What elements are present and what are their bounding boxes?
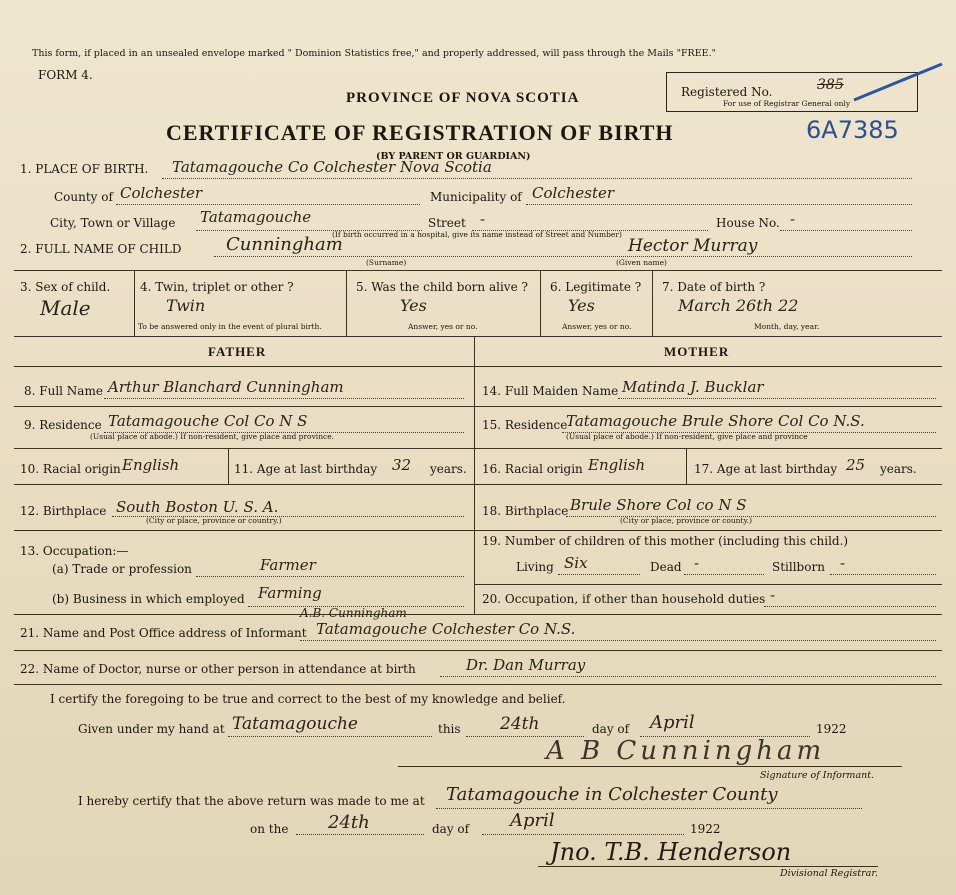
dead-value: -: [694, 554, 700, 572]
child-name-label: 2. FULL NAME OF CHILD: [20, 242, 182, 256]
county-label: County of: [54, 190, 113, 204]
mother-residence-note: (Usual place of abode.) If non-resident, give place and province: [566, 432, 808, 441]
business-label: (b) Business in which employed: [52, 592, 245, 606]
mother-age-label: 17. Age at last birthday: [694, 462, 838, 476]
informant-label: 21. Name and Post Office address of Informant: [20, 626, 307, 640]
street-value: -: [480, 210, 486, 228]
registrar-month-value: April: [510, 810, 555, 831]
house-value: -: [790, 210, 796, 228]
informant-name: A.B. Cunningham: [300, 606, 407, 620]
mother-birthplace-note: (City or place, province or county.): [620, 516, 753, 525]
city-label: City, Town or Village: [50, 216, 176, 230]
father-residence-note: (Usual place of abode.) If non-resident, give place and province.: [90, 432, 335, 441]
sex-value: Male: [40, 296, 91, 320]
mother-heading: MOTHER: [664, 344, 730, 359]
informant-value: Tatamagouche Colchester Co N.S.: [316, 620, 576, 638]
father-residence-label: 9. Residence: [24, 418, 102, 432]
mother-birthplace-label: 18. Birthplace: [482, 504, 569, 518]
place-of-birth-value: Tatamagouche Co Colchester Nova Scotia: [172, 158, 492, 176]
father-racial-value: English: [122, 456, 180, 474]
dead-label: Dead: [650, 560, 682, 574]
registrar-signature: Jno. T.B. Henderson: [550, 838, 792, 866]
mother-residence-value: Tatamagouche Brule Shore Col Co N.S.: [566, 412, 865, 430]
child-given-value: Hector Murray: [628, 236, 758, 256]
registrar-year-value: 1922: [690, 822, 721, 836]
twin-label: 4. Twin, triplet or other ?: [140, 280, 294, 294]
children-label: 19. Number of children of this mother (including this child.): [482, 534, 849, 548]
street-label: Street: [428, 216, 466, 230]
twin-value: Twin: [166, 296, 206, 315]
alive-label: 5. Was the child born alive ?: [356, 280, 528, 294]
father-residence-value: Tatamagouche Col Co N S: [108, 412, 308, 430]
mother-racial-value: English: [588, 456, 646, 474]
given-day-of-label: day of: [592, 722, 630, 736]
given-month-value: April: [650, 712, 695, 733]
given-under-label: Given under my hand at: [78, 722, 225, 736]
dob-note: Month, day, year.: [754, 322, 820, 331]
municipality-label: Municipality of: [430, 190, 522, 204]
informant-signature: A B Cunningham: [546, 736, 826, 766]
business-value: Farming: [258, 584, 322, 602]
father-racial-label: 10. Racial origin: [20, 462, 121, 476]
registrar-day-of-label: day of: [432, 822, 470, 836]
house-label: House No.: [716, 216, 780, 230]
file-number-stamp: 6A7385: [806, 116, 899, 144]
registrar-signature-caption: Divisional Registrar.: [780, 868, 878, 879]
registered-value: 385: [817, 77, 844, 93]
father-age-value: 32: [392, 456, 412, 474]
mother-age-value: 25: [846, 456, 866, 474]
surname-caption: (Surname): [366, 258, 407, 267]
certificate-title: CERTIFICATE OF REGISTRATION OF BIRTH: [166, 120, 674, 145]
given-this-label: this: [438, 722, 461, 736]
living-value: Six: [564, 554, 588, 572]
legitimate-note: Answer, yes or no.: [562, 322, 632, 331]
mother-racial-label: 16. Racial origin: [482, 462, 583, 476]
mother-residence-label: 15. Residence: [482, 418, 568, 432]
county-value: Colchester: [120, 184, 203, 202]
father-name-label: 8. Full Name: [24, 384, 103, 398]
stillborn-label: Stillborn: [772, 560, 825, 574]
registrar-cert-label: I hereby certify that the above return was made to me at: [78, 794, 425, 808]
doctor-value: Dr. Dan Murray: [466, 656, 586, 674]
legitimate-label: 6. Legitimate ?: [550, 280, 642, 294]
trade-label: (a) Trade or profession: [52, 562, 192, 576]
living-label: Living: [516, 560, 554, 574]
municipality-value: Colchester: [532, 184, 615, 202]
father-birthplace-note: (City or place, province or country.): [146, 516, 282, 525]
mother-name-value: Matinda J. Bucklar: [622, 378, 764, 396]
father-birthplace-value: South Boston U. S. A.: [116, 498, 279, 516]
alive-value: Yes: [400, 296, 427, 315]
stillborn-value: -: [840, 554, 846, 572]
hospital-note: (If birth occurred in a hospital, give its name instead of Street and Number): [332, 230, 622, 239]
dob-value: March 26th 22: [678, 296, 799, 315]
certify-statement: I certify the foregoing to be true and correct to the best of my knowledge and belief.: [50, 692, 566, 706]
father-age-unit: years.: [430, 462, 467, 476]
father-heading: FATHER: [208, 344, 267, 359]
given-year-value: 1922: [816, 722, 847, 736]
mother-occupation-value: -: [770, 586, 776, 604]
sex-label: 3. Sex of child.: [20, 280, 111, 294]
occupation-label: 13. Occupation:—: [20, 544, 129, 558]
province-heading: PROVINCE OF NOVA SCOTIA: [346, 90, 580, 106]
form-number: FORM 4.: [38, 68, 93, 82]
twin-note: To be answered only in the event of plural birth.: [138, 322, 322, 331]
postal-notice: This form, if placed in an unsealed envelope marked " Dominion Statistics free," and properly addressed, will pass through the Mails "FREE.": [32, 48, 716, 59]
father-name-value: Arthur Blanchard Cunningham: [108, 378, 344, 396]
registrar-cert-place: Tatamagouche in Colchester County: [446, 784, 778, 805]
blue-check-mark: [850, 60, 945, 105]
registrar-day-value: 24th: [328, 812, 370, 833]
trade-value: Farmer: [260, 556, 316, 574]
registered-label: Registered No.: [681, 85, 773, 99]
place-of-birth-label: 1. PLACE OF BIRTH.: [20, 162, 149, 176]
father-birthplace-label: 12. Birthplace: [20, 504, 107, 518]
mother-birthplace-value: Brule Shore Col co N S: [570, 496, 747, 514]
given-place-value: Tatamagouche: [232, 714, 358, 734]
father-age-label: 11. Age at last birthday: [234, 462, 378, 476]
registrar-on-the-label: on the: [250, 822, 289, 836]
mother-name-label: 14. Full Maiden Name: [482, 384, 619, 398]
informant-signature-caption: Signature of Informant.: [760, 770, 875, 781]
legitimate-value: Yes: [568, 296, 595, 315]
city-value: Tatamagouche: [200, 208, 312, 226]
registrar-note: For use of Registrar General only: [723, 99, 851, 108]
given-day-value: 24th: [500, 714, 540, 734]
mother-age-unit: years.: [880, 462, 917, 476]
certificate-subtitle: (BY PARENT OR GUARDIAN): [376, 151, 531, 162]
dob-label: 7. Date of birth ?: [662, 280, 766, 294]
doctor-label: 22. Name of Doctor, nurse or other person in attendance at birth: [20, 662, 416, 676]
child-surname-value: Cunningham: [226, 234, 343, 255]
mother-occupation-label: 20. Occupation, if other than household duties: [482, 592, 766, 606]
given-caption: (Given name): [616, 258, 667, 267]
alive-note: Answer, yes or no.: [408, 322, 478, 331]
